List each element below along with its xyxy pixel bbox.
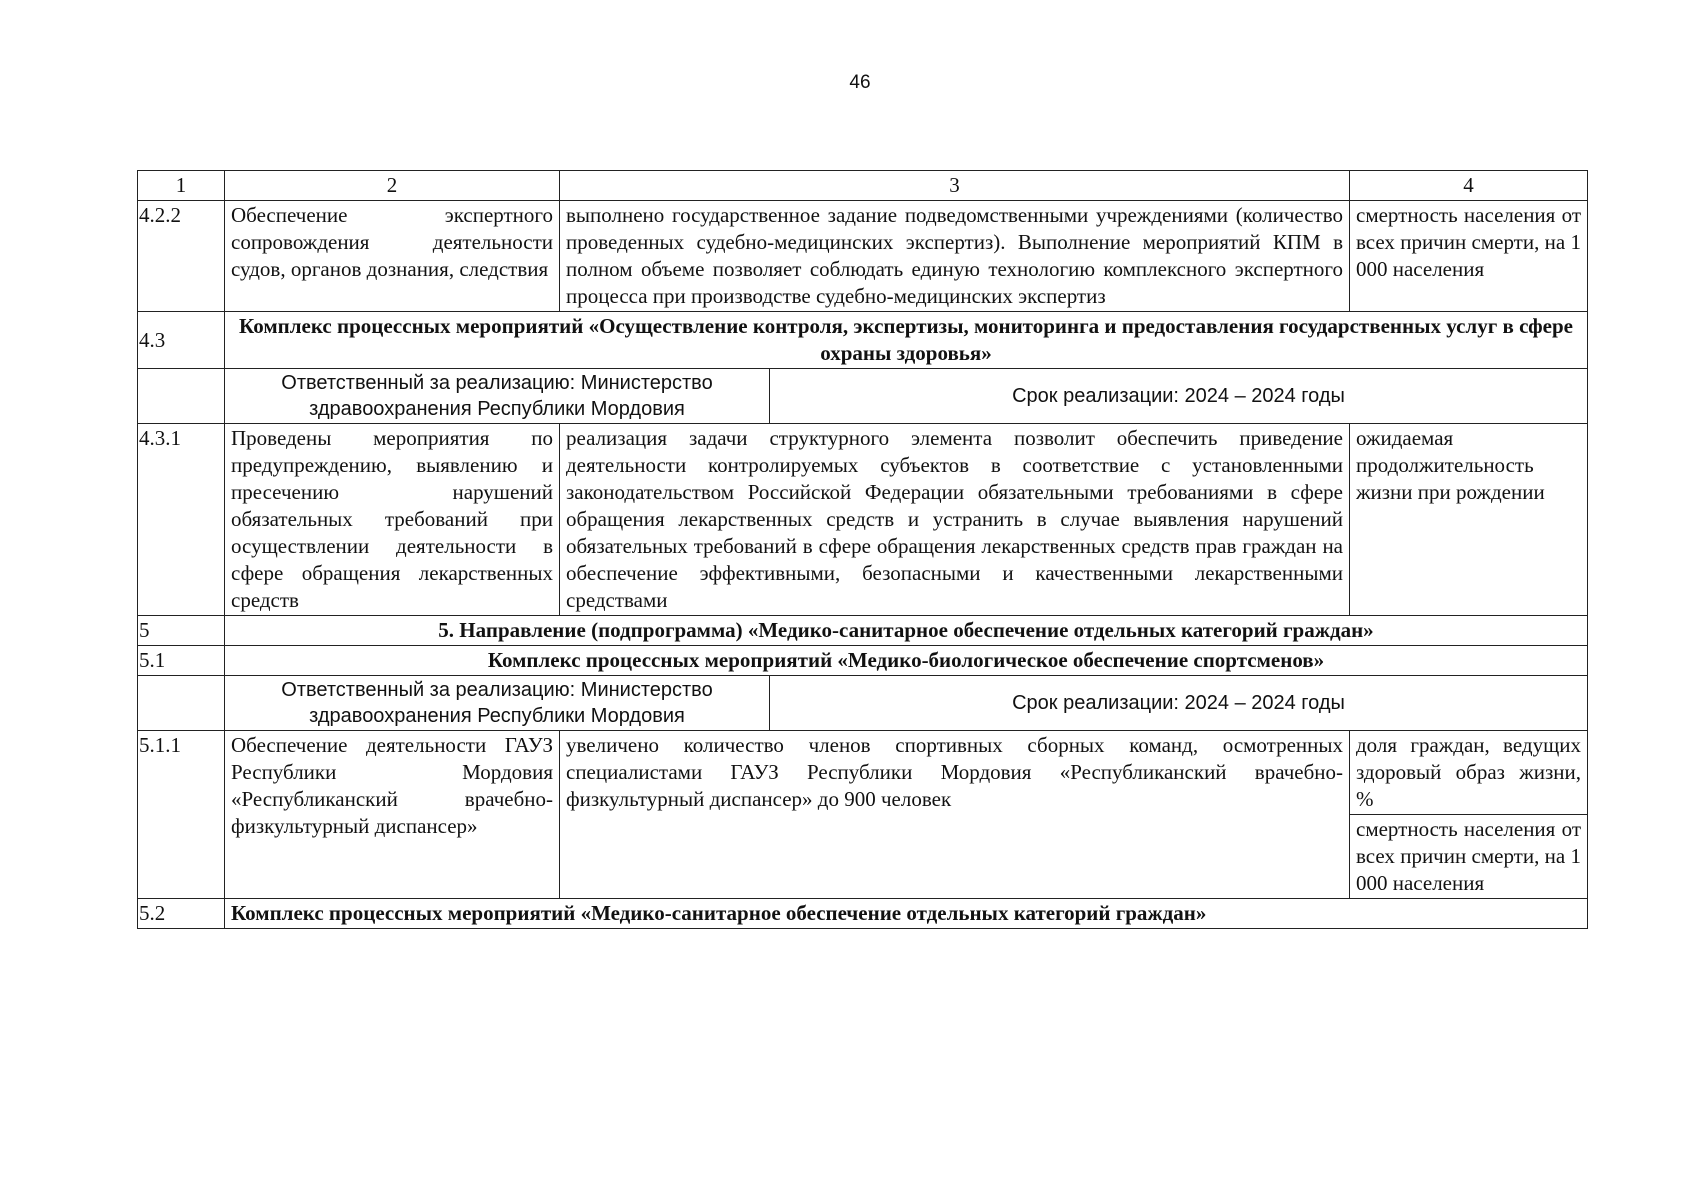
row-number: 5.1 (138, 646, 225, 676)
row-number: 4.2.2 (138, 201, 225, 312)
indicator-cell: ожидаемая продолжительность жизни при рождении (1350, 424, 1588, 616)
page-number: 46 (849, 72, 871, 93)
direction-title-row (138, 616, 1588, 646)
responsible-row (138, 369, 1588, 424)
table-row (138, 424, 1588, 616)
table-row (138, 201, 1588, 312)
complex-title: Комплекс процессных мероприятий «Медико-санитарное обеспечение отдельных категорий граждан» (225, 899, 1588, 929)
complex-title: Комплекс процессных мероприятий «Медико-биологическое обеспечение спортсменов» (225, 646, 1588, 676)
table-row (138, 731, 1588, 899)
responsible-cell: Ответственный за реализацию: Министерство здравоохранения Республики Мордовия (225, 676, 770, 731)
row-number: 4.3 (138, 312, 225, 369)
result-cell: увеличено количество членов спортивных сборных команд, осмотренных специалистами ГАУЗ Республики Мордовия «Республиканский врачебно-физкультурный диспансер» до 900 человек (560, 731, 1350, 899)
complex-title-row (138, 312, 1588, 369)
direction-title: 5. Направление (подпрограмма) «Медико-санитарное обеспечение отдельных категорий граждан» (225, 616, 1588, 646)
term-cell: Срок реализации: 2024 – 2024 годы (770, 369, 1588, 424)
row-number: 5.2 (138, 899, 225, 929)
complex-title-row (138, 646, 1588, 676)
indicator-cell (1350, 731, 1588, 899)
term-cell: Срок реализации: 2024 – 2024 годы (770, 676, 1588, 731)
header-cell-1: 1 (138, 171, 225, 201)
result-cell: выполнено государственное задание подведомственными учреждениями (количество проведенных судебно-медицинских экспертиз). Выполнение мероприятий КПМ в полном объеме позволяет соблюдать единую технологию комплексного экспертного процесса при производстве судебно-медицинских экспертиз (560, 201, 1350, 312)
measures-table (137, 170, 1588, 929)
complex-title-row (138, 899, 1588, 929)
activity-cell: Проведены мероприятия по предупреждению, выявлению и пресечению нарушений обязательных требований при осуществлении деятельности в сфере обращения лекарственных средств (225, 424, 560, 616)
indicator-item: доля граждан, ведущих здоровый образ жизни, % (1356, 733, 1581, 811)
activity-cell: Обеспечение экспертного сопровождения деятельности судов, органов дознания, следствия (225, 201, 560, 312)
indicator-item: смертность населения от всех причин смерти, на 1 000 населения (1350, 814, 1587, 898)
header-cell-3: 3 (560, 171, 1350, 201)
row-number: 4.3.1 (138, 424, 225, 616)
activity-cell: Обеспечение деятельности ГАУЗ Республики Мордовия «Республиканский врачебно-физкультурный диспансер» (225, 731, 560, 899)
empty-cell (138, 676, 225, 731)
empty-cell (138, 369, 225, 424)
result-cell: реализация задачи структурного элемента позволит обеспечить приведение деятельности контролируемых субъектов в соответствие с установленными законодательством Российской Федерации обязательными требованиями в сфере обращения лекарственных средств и устранить в случае выявления нарушений обязательных требований в сфере обращения лекарственных средств прав граждан на обеспечение эффективными, безопасными и качественными лекарственными средствами (560, 424, 1350, 616)
complex-title: Комплекс процессных мероприятий «Осуществление контроля, экспертизы, мониторинга и предоставления государственных услуг в сфере охраны здоровья» (225, 312, 1588, 369)
table-header-row (138, 171, 1588, 201)
indicator-cell: смертность населения от всех причин смерти, на 1 000 населения (1350, 201, 1588, 312)
responsible-cell: Ответственный за реализацию: Министерство здравоохранения Республики Мордовия (225, 369, 770, 424)
header-cell-4: 4 (1350, 171, 1588, 201)
row-number: 5.1.1 (138, 731, 225, 899)
responsible-row (138, 676, 1588, 731)
header-cell-2: 2 (225, 171, 560, 201)
row-number: 5 (138, 616, 225, 646)
